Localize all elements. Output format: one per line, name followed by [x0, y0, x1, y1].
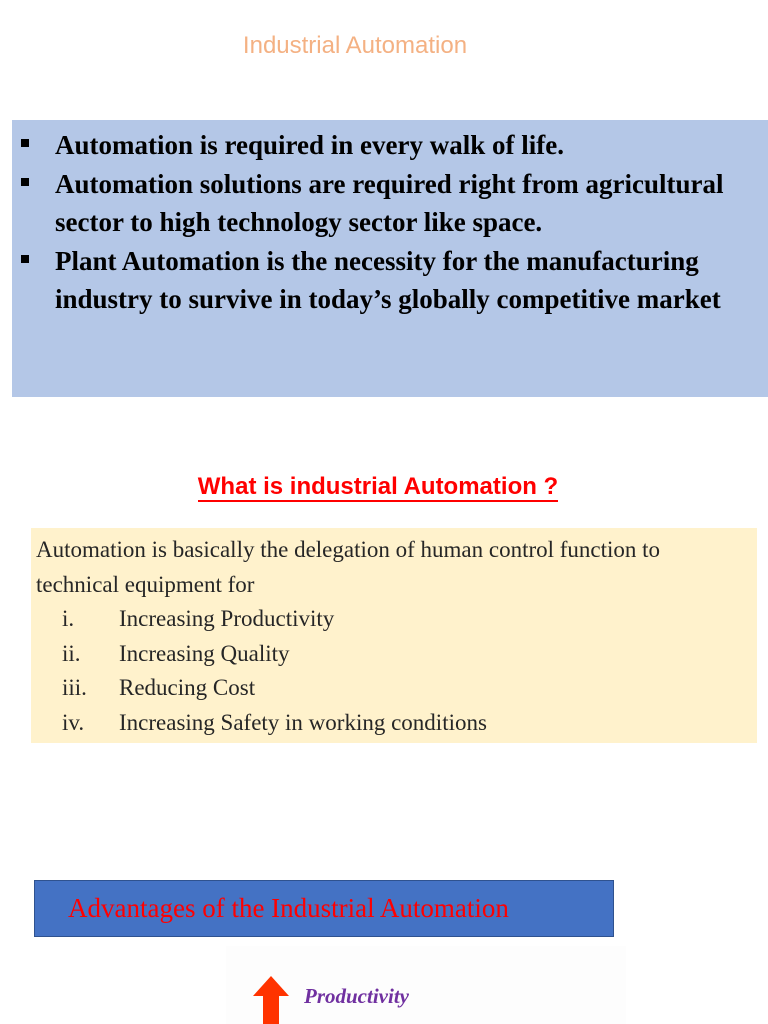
definition-item — [36, 602, 757, 637]
key-point-text: Plant Automation is the necessity for the manufacturing industry to survive in today’s globally competitive market — [55, 245, 721, 314]
key-points-list — [12, 120, 768, 319]
section-heading-question — [0, 470, 756, 504]
list-numeral: iii. — [62, 675, 87, 700]
key-point-text: Automation solutions are required right from agricultural sector to high technology sector like space. — [55, 168, 724, 237]
key-point-item — [12, 126, 768, 165]
definition-item — [36, 706, 757, 741]
advantages-heading: Advantages of the Industrial Automation — [68, 893, 509, 923]
definition-item — [36, 671, 757, 706]
key-point-item — [12, 242, 768, 319]
page-title: Industrial Automation — [242, 32, 468, 59]
definition-item-text: Increasing Quality — [119, 640, 290, 666]
advantages-heading-box — [34, 880, 614, 937]
list-numeral: i. — [62, 606, 75, 631]
key-point-text: Automation is required in every walk of life. — [55, 130, 564, 160]
definition-item-text: Reducing Cost — [119, 675, 256, 700]
definition-intro: Automation is basically the delegation of human control function to technical equipment for — [36, 537, 661, 597]
list-numeral: ii. — [62, 640, 81, 666]
advantage-label-productivity: Productivity — [304, 984, 409, 1008]
question-text: What is industrial Automation ? — [197, 473, 559, 500]
definition-box — [31, 528, 757, 743]
square-bullet-icon — [21, 255, 29, 263]
key-points-box — [12, 120, 768, 397]
square-bullet-icon — [21, 178, 29, 186]
up-arrow-icon — [253, 976, 289, 1024]
definition-item — [36, 637, 757, 672]
definition-list — [36, 602, 757, 740]
definition-item-text: Increasing Safety in working conditions — [119, 709, 487, 735]
key-point-item — [12, 165, 768, 242]
list-numeral: iv. — [62, 709, 85, 735]
definition-item-text: Increasing Productivity — [119, 606, 335, 631]
square-bullet-icon — [21, 139, 29, 147]
